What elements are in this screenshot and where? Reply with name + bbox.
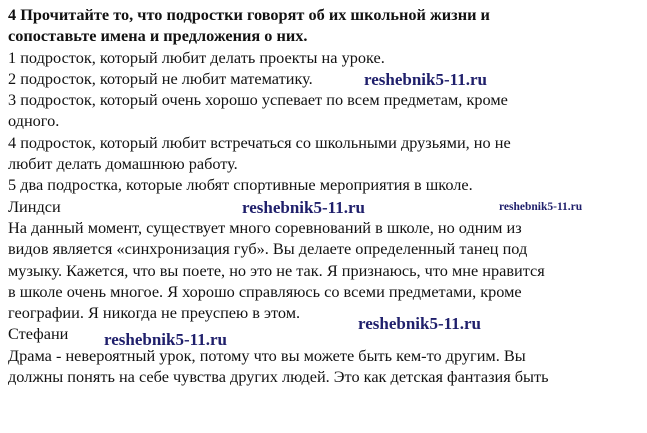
stephanie-text-line-1: Драма - невероятный урок, потому что вы можете быть кем-то другим. Вы [8, 345, 526, 365]
statement-1: 1 подросток, который любит делать проекты на уроке. [8, 47, 385, 67]
stephanie-text-line-2: должны понять на себе чувства других людей. Это как детская фантазия быть [8, 367, 549, 387]
statement-3-line-2: одного. [8, 111, 60, 131]
statement-4-line-1: 4 подросток, который любит встречаться со школьными друзьями, но не [8, 132, 511, 152]
watermark: reshebnik5-11.ru [242, 198, 365, 217]
watermark: reshebnik5-11.ru [358, 314, 481, 333]
lindsey-text-line-1: На данный момент, существует много соревнований в школе, но одним из [8, 217, 522, 237]
lindsey-text-line-2: видов является «синхронизация губ». Вы делаете определенный танец под [8, 239, 528, 259]
statement-5: 5 два подростка, которые любят спортивные мероприятия в школе. [8, 175, 473, 195]
watermark: reshebnik5-11.ru [104, 330, 227, 349]
statement-3-line-1: 3 подросток, который очень хорошо успевает по всем предметам, кроме [8, 90, 508, 110]
name-lindsey: Линдси [8, 196, 61, 216]
exercise-title-line-1: 4 Прочитайте то, что подростки говорят об их школьной жизни и [8, 5, 490, 24]
name-stephanie: Стефани [8, 324, 69, 344]
watermark: reshebnik5-11.ru [499, 201, 583, 213]
watermark: reshebnik5-11.ru [364, 70, 487, 89]
statement-4-line-2: любит делать домашнюю работу. [8, 154, 238, 174]
lindsey-text-line-3: музыку. Кажется, что вы поете, но это не так. Я признаюсь, что мне нравится [8, 260, 545, 280]
lindsey-text-line-4: в школе очень многое. Я хорошо справляюсь со всеми предметами, кроме [8, 281, 522, 301]
lindsey-text-line-5: географии. Я никогда не преуспею в этом. [8, 303, 301, 323]
exercise-title-line-2: сопоставьте имена и предложения о них. [8, 26, 308, 46]
statement-2: 2 подросток, который не любит математику. [8, 68, 313, 88]
